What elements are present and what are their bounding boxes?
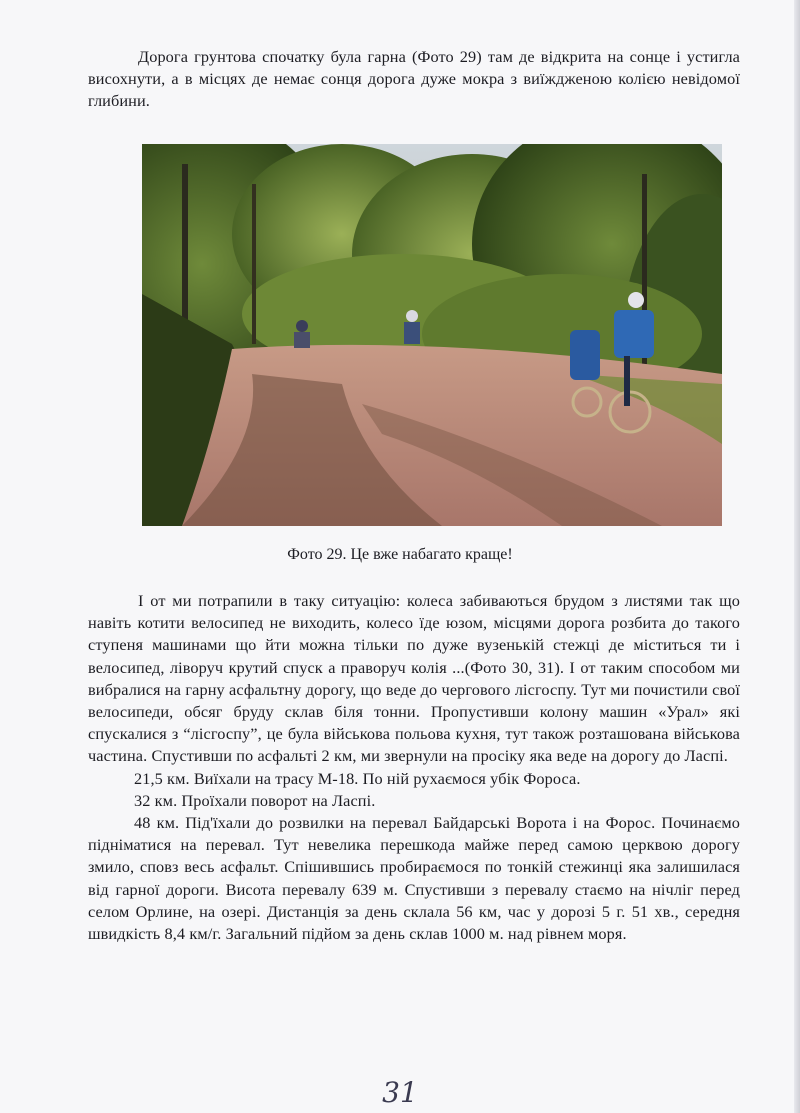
photo-29 [142, 144, 722, 526]
paragraph-km-21: 21,5 км. Виїхали на трасу М-18. По ній рухаємося убік Фороса. [134, 768, 581, 788]
body-text [88, 590, 740, 945]
intro-text: Дорога грунтова спочатку була гарна (Фото 29) там де відкрита на сонце і устигла висохнути, а в місцях де немає сонця дорога дуже мокра з виїждженою колією невідомої глибини. [88, 47, 740, 111]
paragraph-route: І от ми потрапили в таку ситуацію: колеса забиваються брудом з листями так що навіть котити велосипед не виходить, колесо їде юзом, місцями дорога розбита до такого ступеня машинами що йти можна тільки по дуже вузенькій стежці де міститься ти і велосипед, ліворуч крутий спуск а праворуч колія ...(Фото 30, 31). І от таким способом ми вибралися на гарну асфальтну дорогу, що веде до чергового лісгоспу. Тут ми почистили свої велосипеди, обсяг бруду склав біля тонни. Пропустивши колону машин «Урал» які спускалися з “лісгоспу”, це була військова польова кухня, тут також розташована військова частина. Спустивши по асфальті 2 км, ми звернули на просіку яка веде на дорогу до Ласпі. [88, 591, 740, 766]
photo-illustration [142, 144, 722, 526]
paragraph-km-48: 48 км. Під'їхали до розвилки на перевал Байдарські Ворота і на Форос. Починаємо підніматися на перевал. Тут невелика перешкода майже перед самою церквою дорогу змило, сповз весь асфальт. Спішившись пробираємося по тонкій стежинці яка залишилася від гарної дороги. Висота перевалу 639 м. Спустивши з перевалу стаємо на нічліг перед селом Орлине, на озері. Дистанція за день склала 56 км, час у дорозі 5 г. 51 хв., середня швидкість 8,4 км/г. Загальний підйом за день склав 1000 м. над рівнем моря. [88, 813, 740, 944]
intro-paragraph [88, 46, 740, 113]
paragraph-km-32: 32 км. Проїхали поворот на Ласпі. [134, 790, 376, 810]
photo-caption: Фото 29. Це вже набагато краще! [287, 546, 513, 563]
page-number: 31 [382, 1076, 418, 1109]
